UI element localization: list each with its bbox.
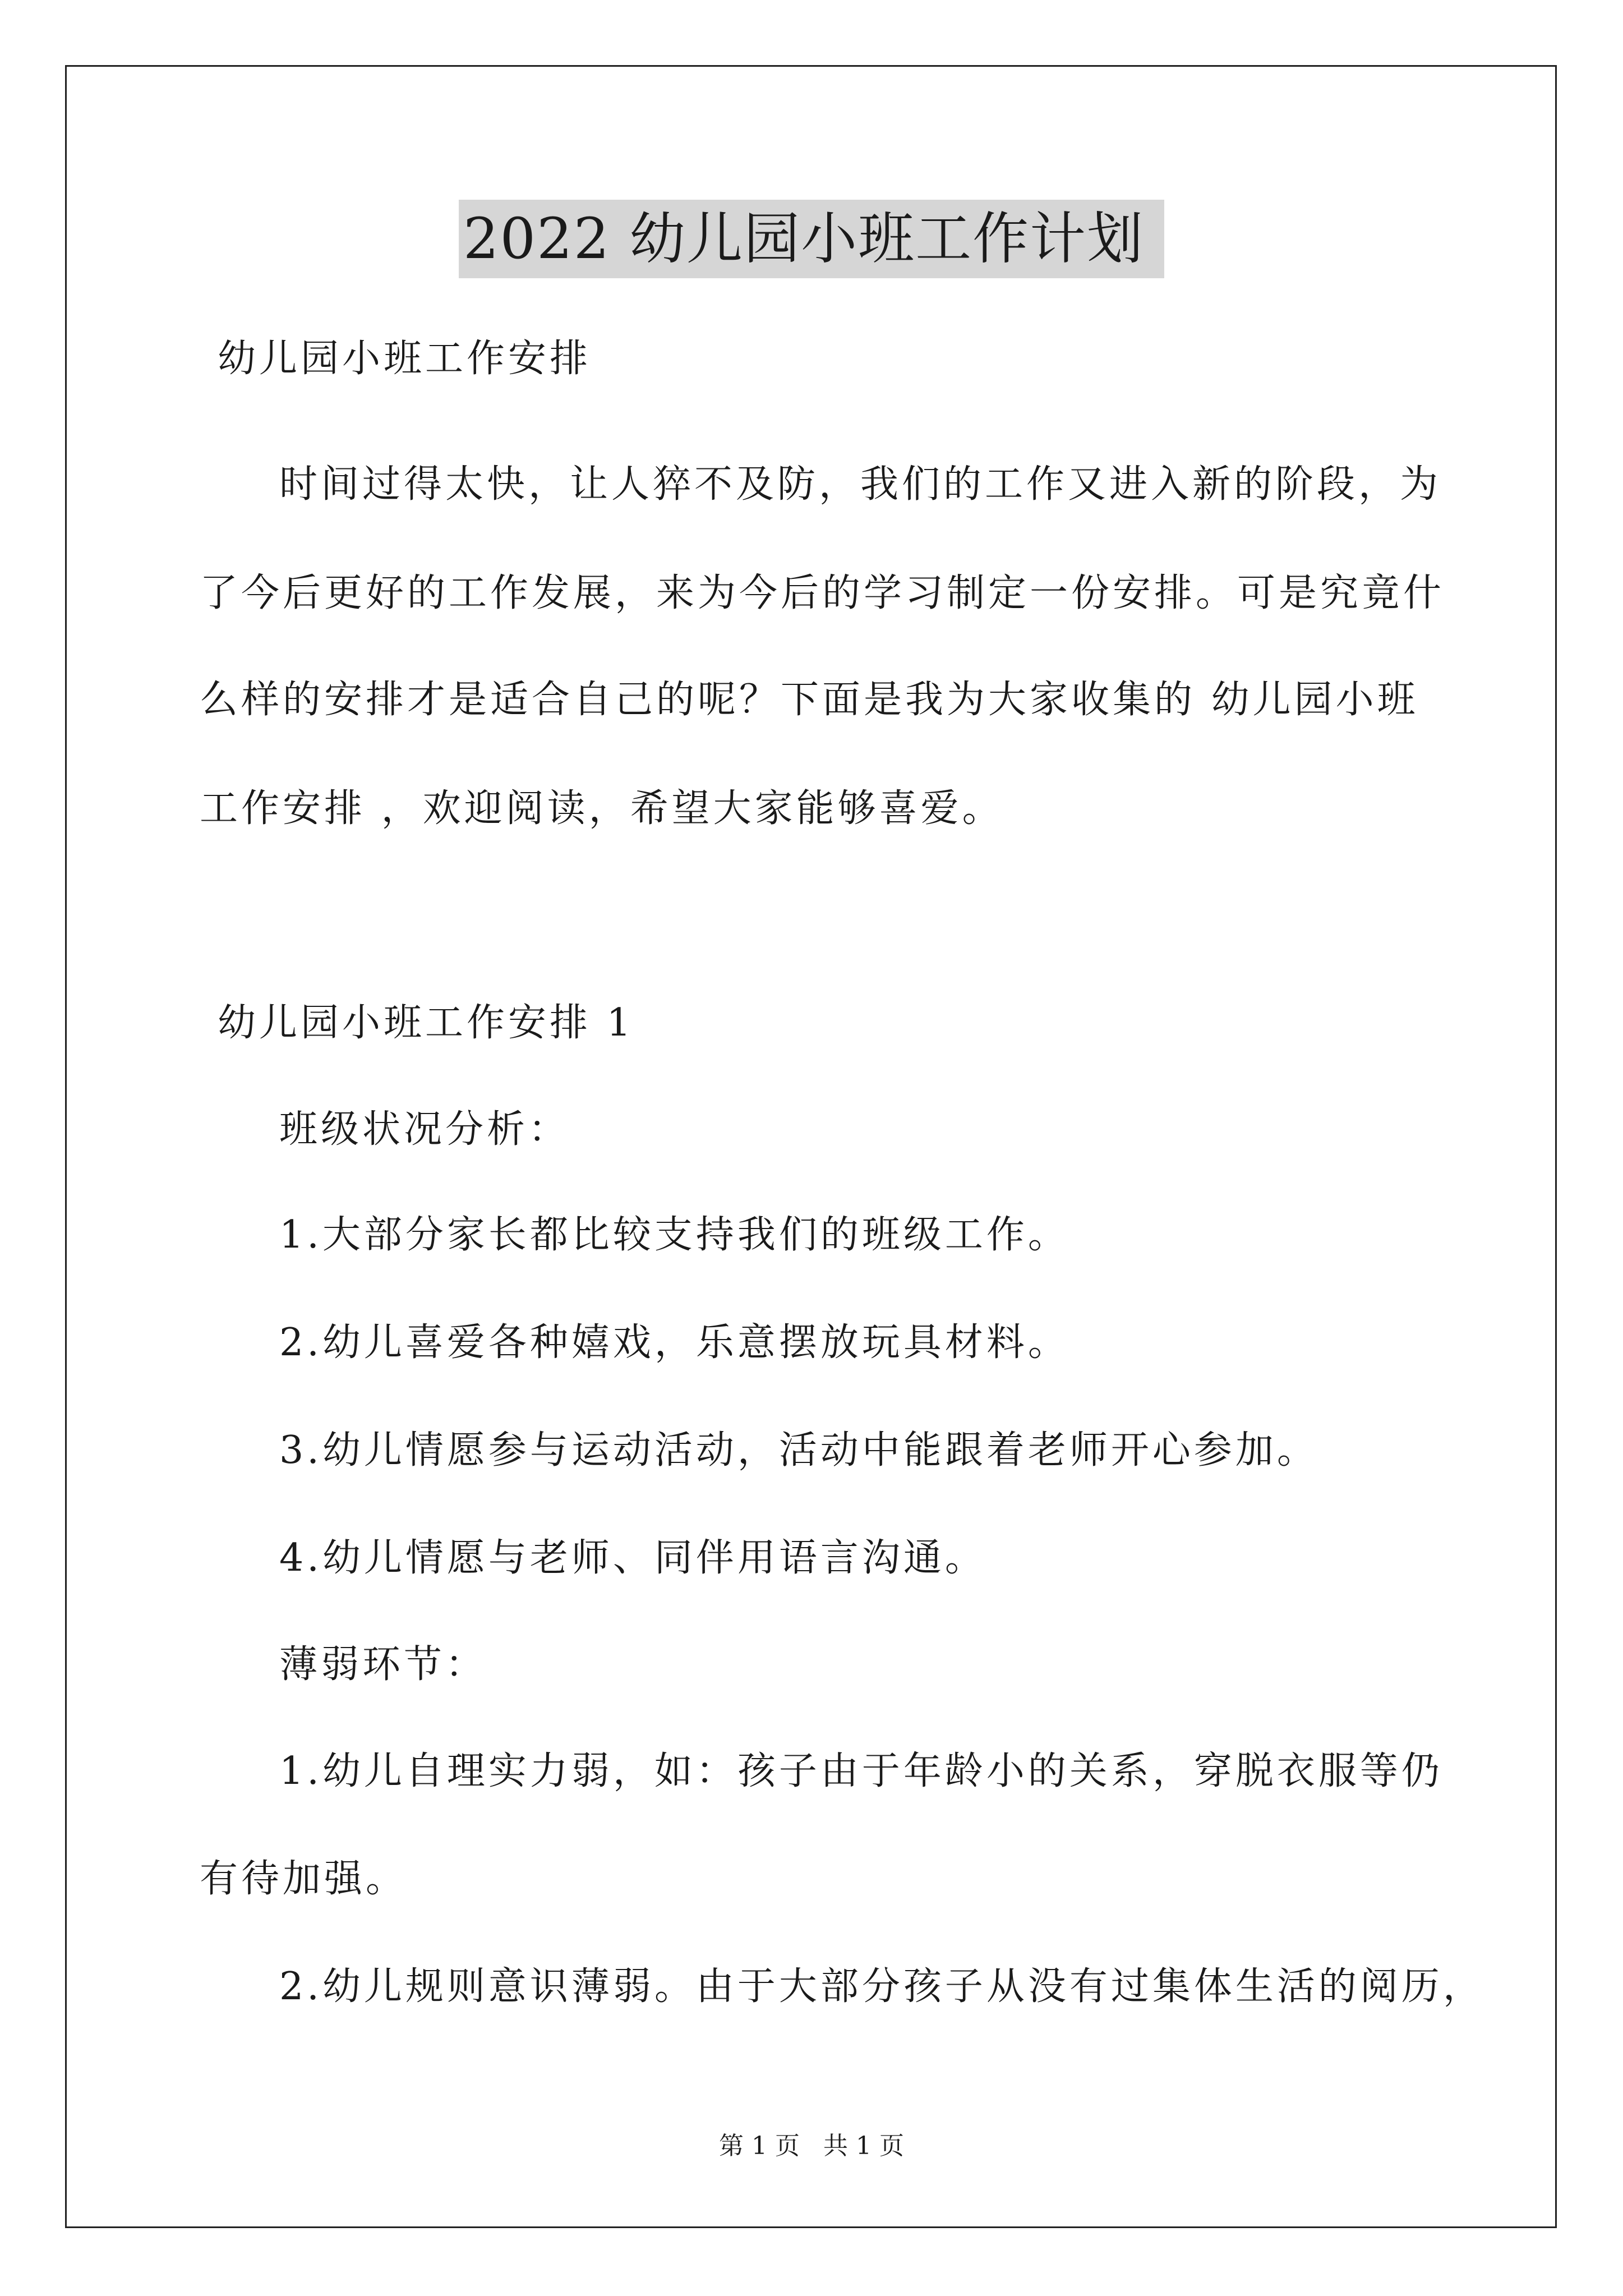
intro-line-4: 工作安排 ，欢迎阅读，希望大家能够喜爱。 [200,786,1004,831]
weakness-heading: 薄弱环节： [279,1642,487,1687]
subtitle: 幼儿园小班工作安排 [218,337,592,381]
page-number: 第 1 页 [719,2132,800,2160]
intro-line-1: 时间过得太快，让人猝不及防，我们的工作又进入新的阶段，为 [279,462,1442,507]
page-total: 共 1 页 [823,2132,904,2160]
intro-line-2: 了今后更好的工作发展，来为今后的学习制定一份安排。可是究竟什 [200,571,1445,615]
class-analysis-item-4: 4.幼儿情愿与老师、同伴用语言沟通。 [279,1536,986,1580]
class-analysis-item-1: 1.大部分家长都比较支持我们的班级工作。 [279,1213,1069,1257]
weakness-item-1-line-1: 1.幼儿自理实力弱，如：孩子由于年龄小的关系，穿脱衣服等仍 [279,1749,1443,1793]
section-heading: 幼儿园小班工作安排 1 [218,1001,634,1045]
document-title: 2022 幼儿园小班工作计划 [459,200,1164,278]
weakness-item-2-line-1: 2.幼儿规则意识薄弱。由于大部分孩子从没有过集体生活的阅历， [279,1964,1484,2009]
title-container [0,200,1623,278]
class-analysis-item-2: 2.幼儿喜爱各种嬉戏，乐意摆放玩具材料。 [279,1320,1069,1365]
intro-line-3: 么样的安排才是适合自己的呢？下面是我为大家收集的 幼儿园小班 [200,678,1419,722]
class-analysis-item-3: 3.幼儿情愿参与运动活动，活动中能跟着老师开心参加。 [279,1428,1318,1473]
class-analysis-heading: 班级状况分析： [279,1107,570,1152]
page-footer [0,2129,1623,2163]
weakness-item-1-line-2: 有待加强。 [200,1857,408,1901]
